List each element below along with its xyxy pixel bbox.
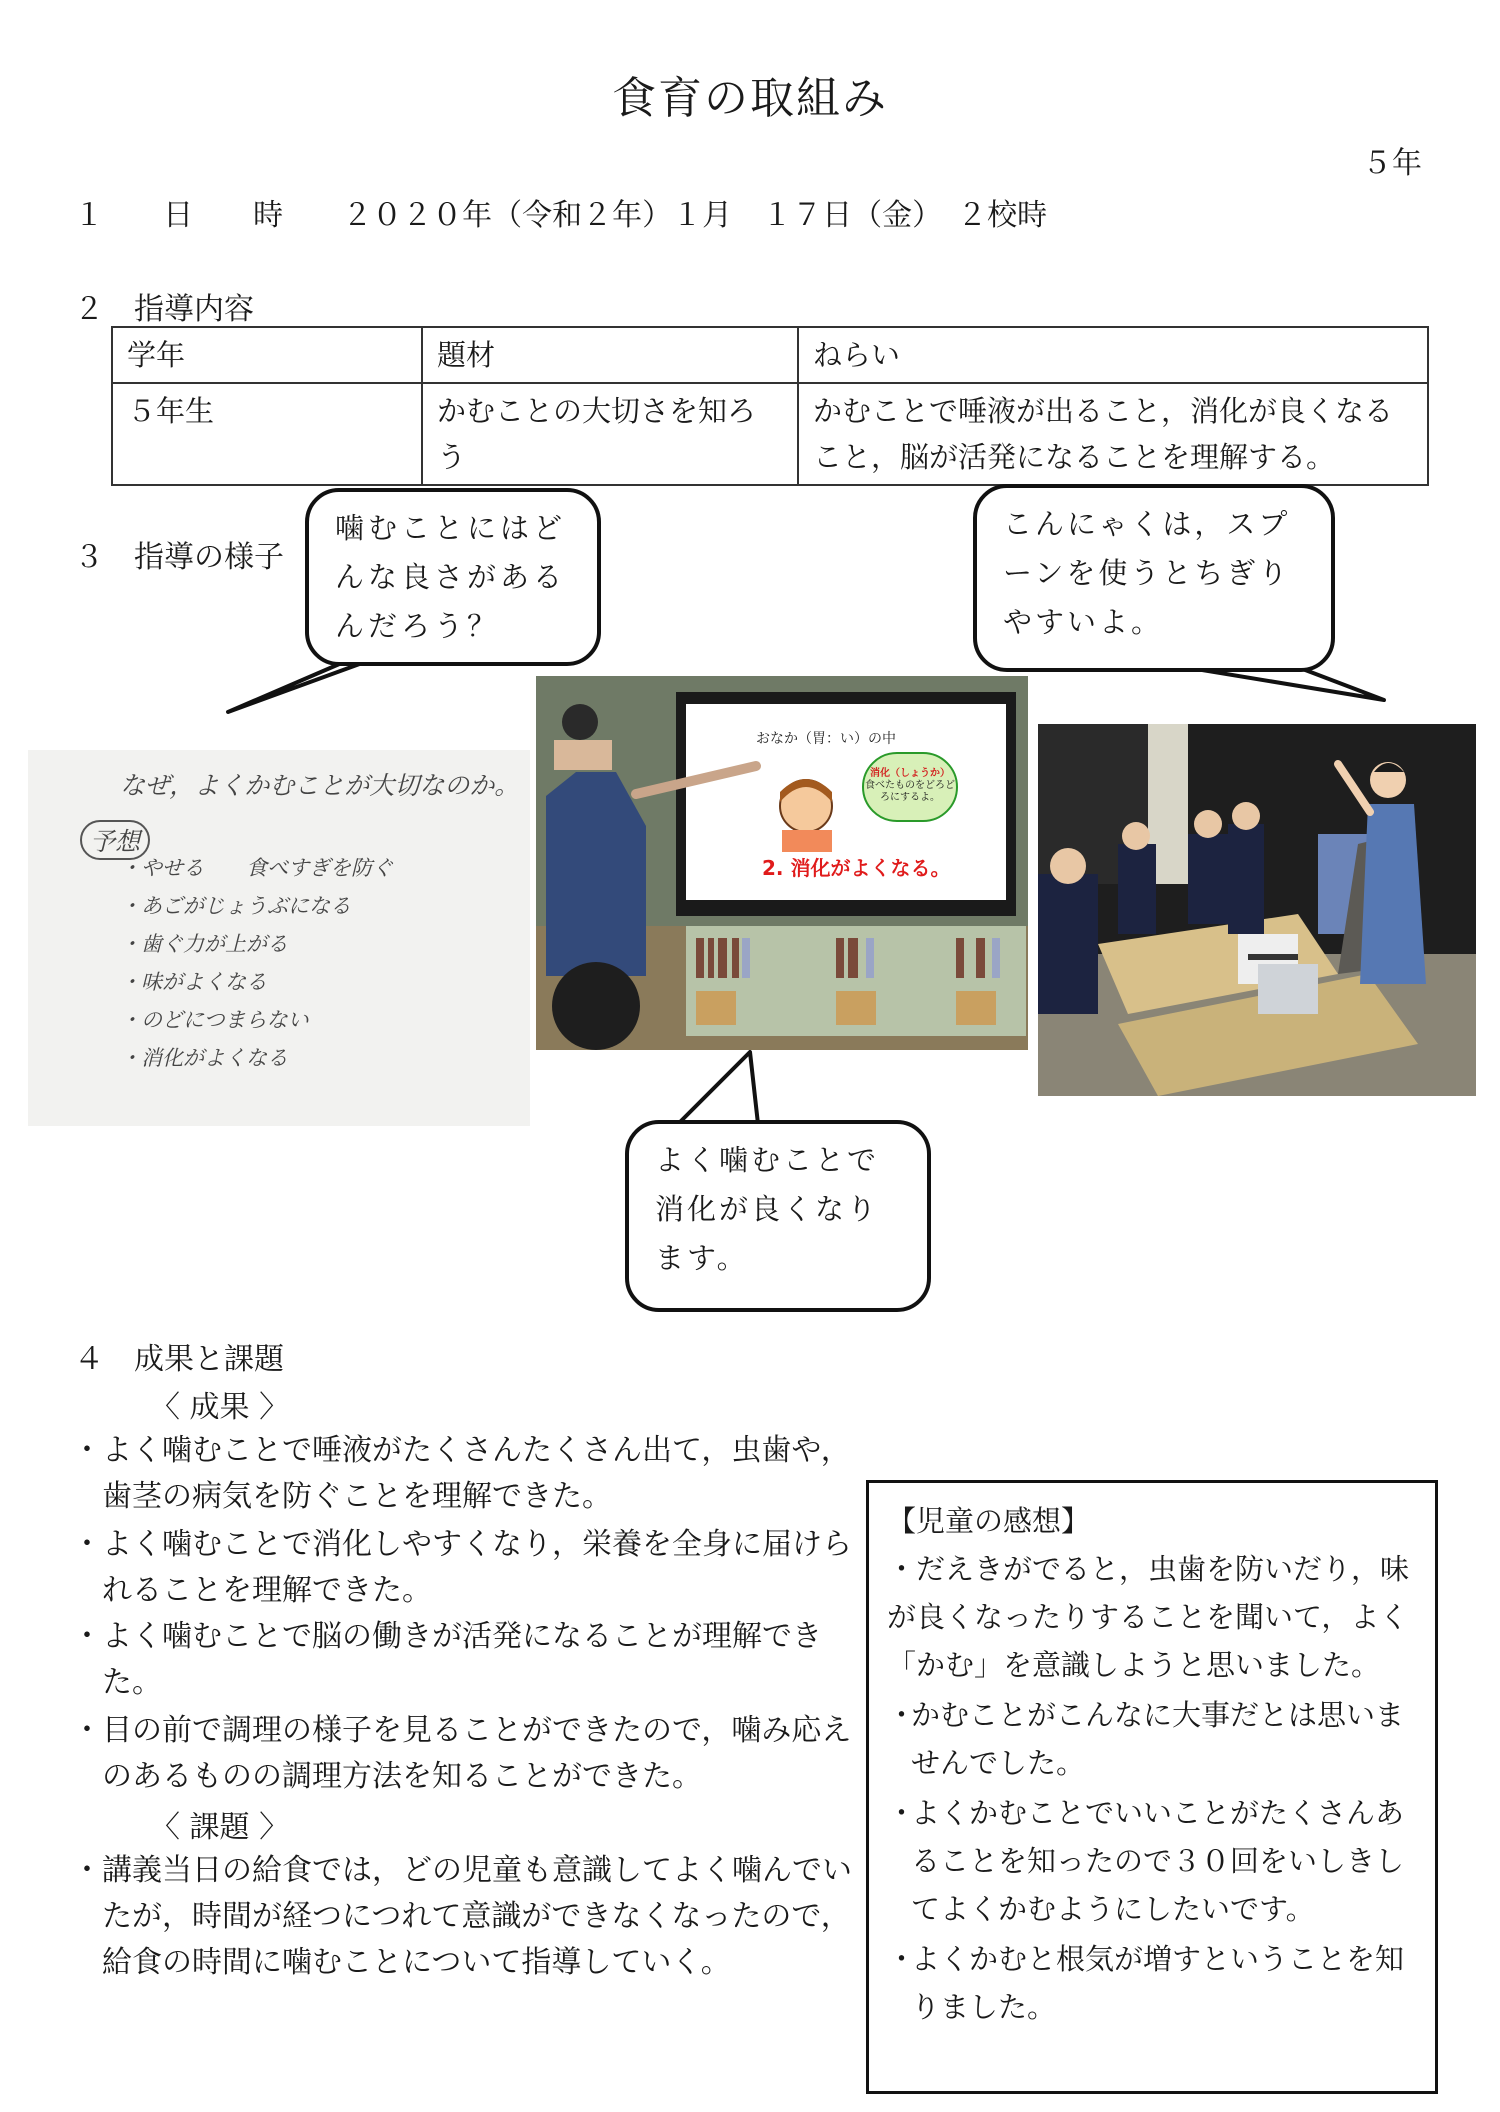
impression-item: ・ かむことがこんなに大事だとは思いませんでした。	[887, 1698, 1405, 1780]
issue-item: ・ 講義当日の給食では，どの児童も意識してよく噛んでいたが，時間が経つにつれて意識ができなくなったので，給食の時間に噛むことについて指導していく。	[72, 1853, 852, 1980]
photo-notebook	[28, 750, 530, 1126]
speech-bubble-question: 噛むことにはどんな良さがあるんだろう？	[305, 488, 601, 666]
speech-bubble-konnyaku: こんにゃくは，スプーンを使うとちぎりやすいよ。	[973, 484, 1335, 672]
notebook-item: ・あごがじょうぶになる	[120, 894, 351, 918]
notebook-prediction-label: 予想	[80, 820, 150, 860]
section-4-heading: ４ 成果と課題	[74, 1342, 284, 1377]
notebook-item: ・のどにつまらない	[120, 1008, 309, 1032]
result-item: ・ 目の前で調理の様子を見ることができたので，噛み応えのあるものの調理方法を知ることができた。	[72, 1713, 852, 1794]
screen-balloon	[862, 752, 958, 822]
cooking-demo-illustration	[1038, 724, 1476, 1096]
screen-caption: 2. 消化がよくなる。	[762, 856, 951, 880]
impression-item: ・ よくかむことでいいことがたくさんあることを知ったので３０回をいしきしてよくかむようにしたいです。	[887, 1796, 1405, 1926]
page-title: 食育の取組み	[612, 73, 888, 124]
table-header-grade: 学年	[112, 327, 422, 383]
table-cell-topic: かむことの大切さを知ろう	[422, 383, 798, 485]
photo-cooking-demo	[1038, 724, 1476, 1096]
speech-bubble-digestion: よく噛むことで消化が良くなります。	[625, 1120, 931, 1312]
result-item: ・ よく噛むことで唾液がたくさんたくさん出て，虫歯や，歯茎の病気を防ぐことを理解できた。	[72, 1433, 851, 1514]
section-1-label: 日 時	[163, 198, 284, 233]
screen-balloon-title: 消化（しょうか）	[870, 768, 950, 779]
notebook-item: ・消化がよくなる	[120, 1046, 288, 1070]
section-1-number: １	[74, 198, 104, 233]
notebook-item: ・味がよくなる	[120, 970, 267, 994]
grade-label: ５年	[1362, 146, 1422, 181]
impressions-heading: 【児童の感想】	[887, 1504, 1091, 1538]
table-header-topic: 題材	[422, 327, 798, 383]
result-item: ・ よく噛むことで消化しやすくなり，栄養を全身に届けられることを理解できた。	[72, 1527, 852, 1608]
table-cell-grade: ５年生	[112, 383, 422, 485]
results-label: 〈 成果 〉	[150, 1390, 290, 1425]
student-impressions-box	[866, 1480, 1438, 2094]
notebook-item: ・やせる 食べすぎを防ぐ	[120, 856, 393, 880]
notebook-item: ・歯ぐ力が上がる	[120, 932, 288, 956]
photo-teacher-screen	[536, 676, 1028, 1050]
child-illustration	[760, 772, 860, 852]
issues-label: 〈 課題 〉	[150, 1810, 290, 1845]
screen-balloon-text: 食べたものをどろどろにするよ。	[865, 780, 955, 803]
table-cell-aim: かむことで唾液が出ること，消化が良くなること，脳が活発になることを理解する。	[798, 383, 1428, 485]
section-2-heading: ２ 指導内容	[74, 292, 254, 327]
section-1-datetime: ２０２０年（令和２年）１月 １７日（金） ２校時	[342, 198, 1048, 233]
section-3-heading: ３ 指導の様子	[74, 540, 284, 575]
notebook-heading: なぜ，よくかむことが大切なのか。	[120, 771, 520, 800]
result-item: ・ よく噛むことで脳の働きが活発になることが理解できた。	[72, 1619, 822, 1700]
screen-title: おなか（胃：い）の中	[756, 731, 896, 747]
impression-item: ・ よくかむと根気が増すということを知りました。	[887, 1942, 1405, 2024]
table-header-aim: ねらい	[798, 327, 1428, 383]
impression-item: ・だえきがでると，虫歯を防いだり，味が良くなったりすることを聞いて，よく「かむ」を意識しようと思いました。	[887, 1552, 1410, 1682]
